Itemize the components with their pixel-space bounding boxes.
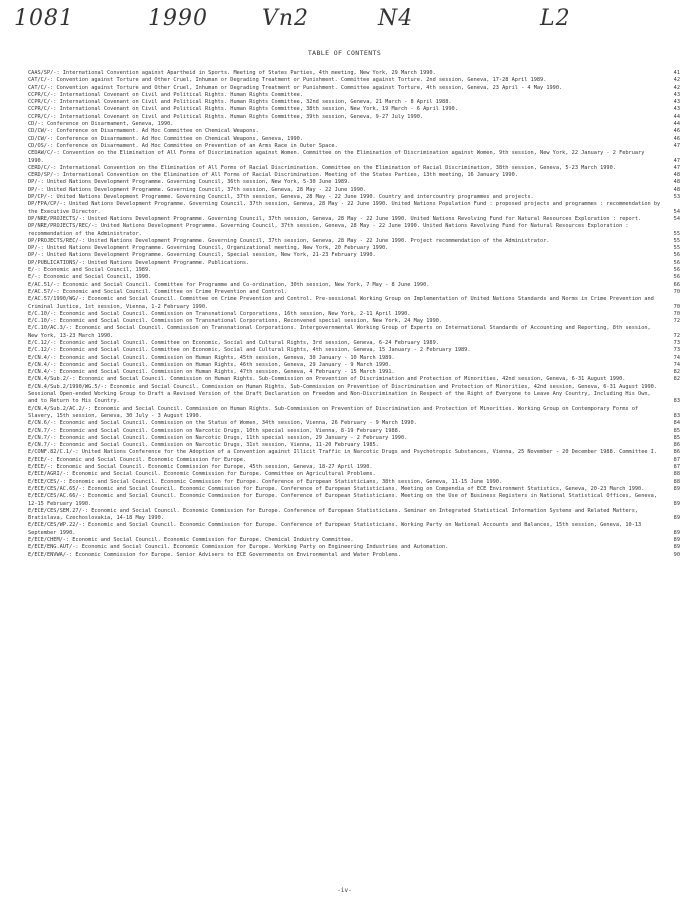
- toc-entry: [28, 179, 680, 186]
- handwritten-issue: N4: [378, 6, 414, 31]
- toc-entry: [28, 544, 680, 551]
- toc-entry: [28, 442, 680, 449]
- toc-entry: [28, 340, 680, 347]
- toc-entry-page: 74: [673, 354, 680, 361]
- toc-entry-text: CD/OS/-: Conference on Disarmament. Ad Hoc Committee on Prevention of an Arms Race in Outer Space.: [28, 142, 338, 149]
- toc-entry-text: E/ECE/ENG.AUT/-: Economic and Social Council. Economic Commission for Europe. Working Party on Engineering Industries and Automation.: [28, 544, 449, 551]
- toc-entry-text: CAT/C/-: Convention against Torture and Other Cruel, Inhuman or Degrading Treatment or Punishment. Committee against Torture, 4th session, Geneva, 23 April - 4 May 1990.: [28, 84, 563, 91]
- toc-entry: [28, 508, 680, 523]
- toc-entry-text: DP/NRE/PROJECTS/REC/-: United Nations Development Programme. Governing Council, 37th session, Geneva, 28 May - 22 June 1990. United Nations Revolving Fund for Natural Resources Exploration : recommendation of the Administrator.: [28, 223, 629, 237]
- toc-entry-page: 89: [673, 485, 680, 492]
- toc-entry: [28, 165, 680, 172]
- toc-entry: [28, 143, 680, 150]
- toc-entry-page: 87: [673, 464, 680, 471]
- toc-entry-page: 70: [673, 303, 680, 310]
- toc-entry-page: 73: [673, 347, 680, 354]
- toc-entry-text: CD/CW/-: Conference on Disarmament. Ad Hoc Committee on Chemical Weapons.: [28, 128, 259, 135]
- toc-entry-page: 88: [673, 478, 680, 485]
- toc-entry-text: E/C.12/-: Economic and Social Council. Committee on Economic, Social and Cultural Rights, 3rd session, Geneva, 6-24 February 1989.: [28, 339, 439, 346]
- toc-entry: [28, 201, 680, 216]
- toc-entry-text: E/ECE/-: Economic and Social Council. Economic Commission for Europe, 45th session, Geneva, 18-27 April 1990.: [28, 464, 373, 471]
- toc-entry: [28, 318, 680, 325]
- toc-entry-text: DP/FPA/CP/-: United Nations Development Programme. Governing Council, 37th session, Geneva, 28 May - 22 June 1990. United Nations Population Fund : proposed projects and programmes : recommendation by the Executive Director.: [28, 201, 661, 215]
- toc-entry-text: E/ECE/AGRI/-: Economic and Social Council. Economic Commission for Europe. Committee on Agricultural Problems.: [28, 471, 376, 478]
- toc-entry: [28, 479, 680, 486]
- toc-entry-text: E/C.10/AC.3/-: Economic and Social Council. Commission on Transnational Corporations. Intergovernmental Working Group of Experts on International Standards of Accounting and Reporting, 8th session, New York, 13-23 March 1990.: [28, 325, 651, 339]
- toc-entry-text: CERD/C/-: International Convention on the Elimination of All Forms of Racial Discrimination. Committee on the Elimination of Racial Discrimination, 38th session, Geneva, 5-23 March 1990.: [28, 164, 616, 171]
- toc-entry: [28, 223, 680, 238]
- toc-entry: [28, 471, 680, 478]
- toc-entry-page: 89: [673, 544, 680, 551]
- toc-entry-text: E/ECE/CES/AC.65/-: Economic and Social Council. Economic Commission for Europe. Conference of European Statisticians. Meeting on Compendia of ECE Environment Statistics, Geneva, 20-23 March 1990.: [28, 485, 645, 492]
- toc-entry-page: 55: [673, 245, 680, 252]
- toc-entry-page: 88: [673, 471, 680, 478]
- page-number-footer: -iv-: [337, 887, 352, 894]
- toc-entry: [28, 245, 680, 252]
- toc-entry-page: 72: [673, 318, 680, 325]
- toc-entry-text: DP/-: United Nations Development Programme. Governing Council, Organizational meeting, New York, 20 February 1990.: [28, 245, 389, 252]
- toc-entry-text: E/CONF.82/C.1/-: United Nations Conference for the Adoption of a Convention against Illicit Traffic in Narcotic Drugs and Psychotropic Substances, Vienna, 25 November - 20 December 1988. Committee I.: [28, 449, 657, 456]
- toc-entry-text: DP/-: United Nations Development Programme. Governing Council, 36th session, New York, 5-30 June 1989.: [28, 179, 351, 186]
- toc-entry-page: 48: [673, 172, 680, 179]
- toc-entry-page: 44: [673, 113, 680, 120]
- toc-entry: [28, 114, 680, 121]
- toc-entry-page: 89: [673, 537, 680, 543]
- toc-entry-text: DP/CP/-: United Nations Development Programme. Governing Council, 37th session, Geneva, 28 May - 22 June 1990. Country and intercountry programmes and projects.: [28, 194, 534, 201]
- toc-entry-text: E/CN.4/Sub.2/-: Economic and Social Council. Commission on Human Rights. Sub-Commission on Prevention of Discrimination and Protection of Minorities, 42nd session, Geneva, 6-31 August 1990.: [28, 376, 626, 383]
- toc-entry: [28, 376, 680, 383]
- toc-entry-page: 90: [673, 551, 680, 558]
- toc-entry: [28, 70, 680, 77]
- toc-entry: [28, 85, 680, 92]
- toc-entry-page: 54: [673, 208, 680, 215]
- toc-entry-page: 66: [673, 281, 680, 288]
- toc-entry-text: CCPR/C/-: International Covenant on Civil and Political Rights. Human Rights Committee.: [28, 91, 303, 98]
- toc-entry: [28, 121, 680, 128]
- toc-entry: [28, 289, 680, 296]
- toc-entry-text: E/CN.6/-: Economic and Social Council. Commission on the Status of Women, 34th session, Vienna, 26 February - 9 March 1990.: [28, 420, 417, 427]
- toc-entry-text: E/CN.4/-: Economic and Social Council. Commission on Human Rights, 47th session, Geneva, 4 February - 15 March 1991.: [28, 369, 395, 376]
- toc-entry: [28, 260, 680, 267]
- toc-entry-page: 82: [673, 376, 680, 383]
- toc-entry-page: 70: [673, 310, 680, 317]
- toc-entry: [28, 267, 680, 274]
- toc-entry-text: E/CN.4/-: Economic and Social Council. Commission on Human Rights, 45th session, Geneva, 30 January - 10 March 1989.: [28, 354, 395, 361]
- toc-entry: [28, 384, 680, 406]
- handwritten-year: 1990: [148, 6, 208, 31]
- toc-entry-text: E/ECE/CES/SEM.27/-: Economic and Social Council. Economic Commission for Europe. Conference of European Statisticians. Seminar on Integrated Statistical Information Systems and Related Matters, Bratislava, Czechoslovakia, 14-18 May 1990.: [28, 507, 639, 522]
- toc-entry-page: 74: [673, 361, 680, 368]
- toc-entry-page: 41: [673, 70, 680, 76]
- toc-entry-page: 56: [673, 259, 680, 266]
- toc-entry-page: 70: [673, 288, 680, 295]
- toc-entry: [28, 128, 680, 135]
- toc-entry-page: 86: [673, 442, 680, 449]
- toc-entry-text: E/CN.4/Sub.2/AC.2/-: Economic and Social Council. Commission on Human Rights. Sub-Commission on Prevention of Discrimination and Protection of Minorities. Working Group on Contemporary Forms of Slavery, 15th session, Geneva, 30 July - 3 August 1990.: [28, 405, 639, 419]
- toc-entry-page: 85: [673, 434, 680, 441]
- toc-entry: [28, 99, 680, 106]
- toc-entry: [28, 106, 680, 113]
- toc-entry-text: E/CN.4/Sub.2/1990/WG.5/-: Economic and Social Council. Commission on Human Rights. Sub-Commission on Prevention of Discrimination and Protection of Minorities, 42nd session, Geneva, 6-31 August 1990. Sessional Open-ended Working Group to Draft a Revised Version of the Draft Declaration on Freedom and Non-Discrimination in Respect of the Right of Everyone to Leave Any Country, Including His Own, and to Return to His Country.: [28, 383, 657, 405]
- toc-entry: [28, 435, 680, 442]
- toc-entry: [28, 347, 680, 354]
- toc-entry-page: 56: [673, 267, 680, 274]
- toc-entry: [28, 552, 680, 559]
- toc-entry-page: 47: [673, 164, 680, 171]
- toc-entry-page: 83: [673, 398, 680, 405]
- toc-entry-text: E/AC.57/-: Economic and Social Council. Committee on Crime Prevention and Control.: [28, 288, 288, 295]
- toc-entry-text: CCPR/C/-: International Covenant on Civil and Political Rights. Human Rights Committee, 38th session, New York, 19 March - 6 April 1990.: [28, 106, 458, 113]
- toc-entry-text: E/AC.57/1990/WG/-: Economic and Social Council. Committee on Crime Prevention and Control. Pre-sessional Working Group on Implementation of United Nations Standards and Norms in Crime Prevention and Criminal Justice, 1st session, Vienna, 1-2 February 1990.: [28, 296, 654, 310]
- toc-entry-text: DP/NRE/PROJECTS/-: United Nations Development Programme. Governing Council, 37th session, Geneva, 28 May - 22 June 1990. United Nations Revolving Fund for Natural Resources Exploration : report.: [28, 215, 642, 222]
- toc-entry: [28, 449, 680, 456]
- toc-entry-text: CEDAW/C/-: Convention on the Elimination of All Forms of Discrimination against Women. Committee on the Elimination of Discrimination against Women, 9th session, New York, 22 January - 2 February 1990.: [28, 150, 645, 164]
- toc-entry: [28, 420, 680, 427]
- toc-entry-text: E/ECE/CES/WP.22/-: Economic and Social Council. Economic Commission for Europe. Conference of European Statisticians. Working Party on National Accounts and Balances, 15th session, Geneva, 10-13 September 1990.: [28, 522, 642, 536]
- toc-entry-page: 46: [673, 135, 680, 142]
- toc-entry-page: 43: [673, 91, 680, 98]
- toc-entry: [28, 296, 680, 311]
- toc-entry: [28, 537, 680, 544]
- toc-entry: [28, 136, 680, 143]
- toc-entry: [28, 369, 680, 376]
- toc-entry-text: E/-: Economic and Social Council, 1990.: [28, 274, 152, 281]
- toc-entry-page: 56: [673, 252, 680, 259]
- toc-entry-page: 55: [673, 237, 680, 244]
- toc-entry-page: 83: [673, 412, 680, 419]
- toc-entry-page: 89: [673, 515, 680, 522]
- toc-entry-page: 48: [673, 179, 680, 186]
- toc-entry: [28, 187, 680, 194]
- toc-entry-text: DP/-: United Nations Development Programme. Governing Council, 37th session, Geneva, 28 May - 22 June 1990.: [28, 186, 367, 193]
- toc-entry-page: 56: [673, 274, 680, 281]
- toc-entry-text: E/-: Economic and Social Council, 1989.: [28, 267, 152, 274]
- toc-entry-text: CAAS/SP/-: International Convention against Apartheid in Sports. Meeting of States Parties, 4th meeting, New York, 29 March 1990.: [28, 70, 436, 76]
- toc-entry-text: CCPR/C/-: International Covenant on Civil and Political Rights. Human Rights Committee, 32nd session, Geneva, 21 March - 8 April 1988.: [28, 99, 452, 106]
- toc-entry-text: E/CN.4/-: Economic and Social Council. Commission on Human Rights, 46th session, Geneva, 29 January - 9 March 1990.: [28, 361, 392, 368]
- page-title: TABLE OF CONTENTS: [307, 49, 382, 57]
- toc-entry-page: 82: [673, 369, 680, 376]
- toc-entry: [28, 282, 680, 289]
- toc-entry: [28, 355, 680, 362]
- toc-entry: [28, 486, 680, 493]
- handwritten-language: L2: [540, 6, 571, 31]
- toc-entry-page: 44: [673, 121, 680, 128]
- toc-entry: [28, 325, 680, 340]
- toc-entry: [28, 457, 680, 464]
- toc-entry-text: E/ECE/CHEM/-: Economic and Social Council. Economic Commission for Europe. Chemical Industry Committee.: [28, 537, 354, 543]
- toc-entry-text: CD/-: Conference on Disarmament, Geneva, 1990.: [28, 121, 174, 128]
- toc-entry-page: 54: [673, 215, 680, 222]
- toc-entry: [28, 172, 680, 179]
- toc-entry-text: E/C.10/-: Economic and Social Council. Commission on Transnational Corporations, Reconvened special session, New York, 24 May 1990.: [28, 318, 443, 325]
- toc-entry: [28, 150, 680, 165]
- toc-entry: [28, 77, 680, 84]
- toc-entry: [28, 311, 680, 318]
- toc-entry: [28, 252, 680, 259]
- toc-entry: [28, 464, 680, 471]
- toc-entry-text: E/ECE/-: Economic and Social Council. Economic Commission for Europe.: [28, 456, 247, 463]
- toc-entry-text: E/AC.51/-: Economic and Social Council. Committee for Programme and Co-ordination, 30th session, New York, 7 May - 8 June 1990.: [28, 281, 430, 288]
- toc-entry: [28, 194, 680, 201]
- toc-entry: [28, 428, 680, 435]
- toc-entry-text: E/ECE/CES/-: Economic and Social Council. Economic Commission for Europe. Conference of European Statisticians, 38th session, Geneva, 11-15 June 1990.: [28, 478, 503, 485]
- table-of-contents: [28, 70, 680, 559]
- toc-entry-page: 53: [673, 194, 680, 201]
- toc-entry-page: 47: [673, 157, 680, 164]
- toc-entry-page: 48: [673, 186, 680, 193]
- toc-entry-text: DP/PUBLICATIONS/-: United Nations Development Programme. Publications.: [28, 259, 250, 266]
- toc-entry-page: 55: [673, 230, 680, 237]
- toc-entry-text: CERD/SP/-: International Convention on the Elimination of All Forms of Racial Discrimination. Meeting of the States Parties, 13th meeting, 16 January 1990.: [28, 172, 518, 179]
- toc-entry: [28, 406, 680, 421]
- toc-entry: [28, 92, 680, 99]
- toc-entry-text: DP/PROJECTS/REC/-: United Nations Development Programme. Governing Council, 37th session, Geneva, 28 May - 22 June 1990. Project recommendation of the Administrator.: [28, 237, 550, 244]
- toc-entry-text: CD/CW/-: Conference on Disarmament. Ad Hoc Committee on Chemical Weapons, Geneva, 1990.: [28, 135, 303, 142]
- toc-entry-page: 47: [673, 142, 680, 149]
- toc-entry-page: 87: [673, 456, 680, 463]
- toc-entry-text: DP/-: United Nations Development Programme. Governing Council, Special session, New York, 21-23 February 1990.: [28, 252, 376, 259]
- toc-entry-text: E/CN.7/-: Economic and Social Council. Commission on Narcotic Drugs, 11th special session, 29 January - 2 February 1990.: [28, 434, 408, 441]
- toc-entry: [28, 238, 680, 245]
- toc-entry-page: 43: [673, 99, 680, 106]
- toc-entry: [28, 522, 680, 537]
- toc-entry-text: E/CN.7/-: Economic and Social Council. Commission on Narcotic Drugs, 10th special session, Vienna, 8-19 February 1988.: [28, 427, 401, 434]
- toc-entry-text: E/C.12/-: Economic and Social Council. Committee on Economic, Social and Cultural Rights, 4th session, Geneva, 15 January - 2 February 1989.: [28, 347, 471, 354]
- toc-entry-text: CCPR/C/-: International Covenant on Civil and Political Rights. Human Rights Committee, 39th session, Geneva, 9-27 July 1990.: [28, 113, 424, 120]
- toc-entry-page: 42: [673, 77, 680, 84]
- toc-entry-text: E/ECE/CES/AC.66/-: Economic and Social Council. Economic Commission for Europe. Conference of European Statisticians. Meeting on the Use of Business Registers in National Statistical Offices, Geneva, 12-15 February 1990.: [28, 493, 657, 507]
- toc-entry-page: 84: [673, 420, 680, 427]
- toc-entry: [28, 362, 680, 369]
- toc-entry-page: 72: [673, 332, 680, 339]
- handwritten-volume: Vn2: [262, 6, 310, 31]
- toc-entry: [28, 274, 680, 281]
- toc-entry-page: 89: [673, 529, 680, 536]
- toc-entry-page: 86: [673, 449, 680, 456]
- toc-entry-page: 73: [673, 339, 680, 346]
- toc-entry-page: 46: [673, 128, 680, 135]
- toc-entry: [28, 216, 680, 223]
- toc-entry-text: CAT/C/-: Convention against Torture and Other Cruel, Inhuman or Degrading Treatment or Punishment. Committee against Torture. 2nd session, Geneva, 17-28 April 1989.: [28, 77, 547, 84]
- toc-entry-page: 85: [673, 427, 680, 434]
- handwritten-number-1: 1081: [14, 6, 74, 31]
- toc-entry-text: E/CN.7/-: Economic and Social Council. Commission on Narcotic Drugs, 31st session, Vienna, 11-20 February 1985.: [28, 442, 379, 449]
- toc-entry: [28, 493, 680, 508]
- toc-entry-text: E/ECE/ENVWA/-: Economic Commission for Europe. Senior Advisers to ECE Governments on Environmental and Water Problems.: [28, 551, 401, 558]
- toc-entry-page: 43: [673, 106, 680, 113]
- toc-entry-page: 89: [673, 500, 680, 507]
- toc-entry-page: 42: [673, 84, 680, 91]
- toc-entry-text: E/C.10/-: Economic and Social Council. Commission on Transnational Corporations, 16th session, New York, 2-11 April 1990.: [28, 310, 411, 317]
